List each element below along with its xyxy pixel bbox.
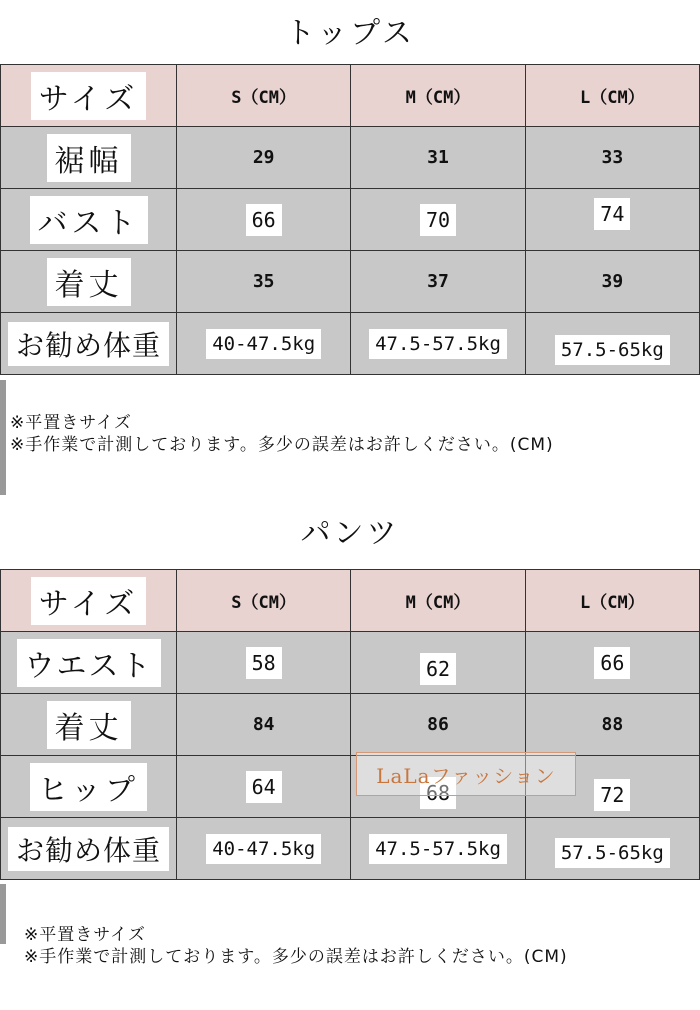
value: 58 xyxy=(246,647,282,679)
note-flat-size: ※平置きサイズ xyxy=(24,925,146,945)
value-cell xyxy=(351,189,525,251)
tops-notes xyxy=(10,412,554,456)
row-label-cell xyxy=(1,818,177,880)
value-cell xyxy=(177,632,351,694)
value: 39 xyxy=(601,271,624,292)
row-label: 着丈 xyxy=(47,258,131,306)
size-l-header: L（CM） xyxy=(579,593,645,613)
value-cell xyxy=(351,694,525,756)
size-s-header: S（CM） xyxy=(231,88,297,108)
value-cell xyxy=(351,818,525,880)
note-flat-size: ※平置きサイズ xyxy=(10,413,132,433)
header-cell xyxy=(1,65,177,127)
value-cell xyxy=(177,251,351,313)
value: 33 xyxy=(601,147,624,168)
row-label: 裾幅 xyxy=(47,134,131,182)
row-label: ヒップ xyxy=(30,763,147,811)
value-cell xyxy=(525,694,699,756)
table-row xyxy=(1,632,700,694)
table-row xyxy=(1,313,700,375)
value: 72 xyxy=(594,779,630,811)
value: 40-47.5kg xyxy=(206,329,321,359)
value: 64 xyxy=(246,771,282,803)
pants-size-table xyxy=(0,569,700,880)
value-cell xyxy=(525,189,699,251)
value-cell xyxy=(525,632,699,694)
value: 84 xyxy=(252,714,275,735)
value-cell xyxy=(351,313,525,375)
row-label: バスト xyxy=(30,196,148,244)
table-header-row xyxy=(1,65,700,127)
value: 70 xyxy=(420,204,456,236)
size-s-header: S（CM） xyxy=(231,593,297,613)
row-label-cell xyxy=(1,127,177,189)
value: 29 xyxy=(252,147,275,168)
value: 57.5-65kg xyxy=(555,838,670,868)
row-label-cell xyxy=(1,251,177,313)
value-cell xyxy=(177,313,351,375)
value: 37 xyxy=(427,271,449,292)
value-cell xyxy=(351,632,525,694)
header-cell xyxy=(177,570,351,632)
value-cell xyxy=(525,818,699,880)
left-edge-line xyxy=(0,884,6,944)
value-cell xyxy=(177,694,351,756)
table-row xyxy=(1,756,700,818)
row-label: お勧め体重 xyxy=(8,827,169,871)
value: 74 xyxy=(594,198,630,230)
value: 31 xyxy=(427,147,449,168)
value: 68 xyxy=(420,777,456,809)
row-label: 着丈 xyxy=(47,701,131,749)
left-edge-line xyxy=(0,380,6,495)
value-cell xyxy=(177,756,351,818)
value: 88 xyxy=(601,714,624,735)
row-label-cell xyxy=(1,756,177,818)
table-row xyxy=(1,127,700,189)
row-label-cell xyxy=(1,694,177,756)
table-row xyxy=(1,189,700,251)
size-m-header: M（CM） xyxy=(405,88,471,108)
value-cell xyxy=(177,189,351,251)
table-header-row xyxy=(1,570,700,632)
value: 62 xyxy=(420,653,456,685)
pants-title: パンツ xyxy=(300,516,400,551)
note-measurement: ※手作業で計測しております。多少の誤差はお許しください。(CM) xyxy=(24,947,568,967)
table-row xyxy=(1,694,700,756)
tops-size-table xyxy=(0,64,700,375)
table-row xyxy=(1,818,700,880)
value-cell xyxy=(177,127,351,189)
value-cell xyxy=(525,313,699,375)
header-cell xyxy=(525,570,699,632)
row-label: ウエスト xyxy=(17,639,161,687)
table-row xyxy=(1,251,700,313)
tops-title: トップス xyxy=(285,16,415,51)
value: 35 xyxy=(252,271,275,292)
value: 66 xyxy=(246,204,282,236)
header-cell xyxy=(525,65,699,127)
row-label-cell xyxy=(1,189,177,251)
size-label: サイズ xyxy=(31,72,147,120)
note-measurement: ※手作業で計測しております。多少の誤差はお許しください。(CM) xyxy=(10,435,554,455)
value: 66 xyxy=(594,647,630,679)
value-cell xyxy=(351,127,525,189)
size-label: サイズ xyxy=(31,577,147,625)
header-cell xyxy=(351,570,525,632)
header-cell xyxy=(351,65,525,127)
row-label: お勧め体重 xyxy=(8,322,169,366)
row-label-cell xyxy=(1,313,177,375)
value: 47.5-57.5kg xyxy=(369,834,507,864)
brand-watermark: LaLaファッション xyxy=(356,752,576,796)
header-cell xyxy=(1,570,177,632)
value-cell xyxy=(351,251,525,313)
row-label-cell xyxy=(1,632,177,694)
value: 86 xyxy=(427,714,449,735)
header-cell xyxy=(177,65,351,127)
value-cell xyxy=(525,127,699,189)
value: 40-47.5kg xyxy=(206,834,321,864)
size-l-header: L（CM） xyxy=(579,88,645,108)
size-m-header: M（CM） xyxy=(405,593,471,613)
value: 57.5-65kg xyxy=(555,335,670,365)
pants-notes xyxy=(24,924,568,968)
value: 47.5-57.5kg xyxy=(369,329,507,359)
value-cell xyxy=(525,251,699,313)
value-cell xyxy=(177,818,351,880)
